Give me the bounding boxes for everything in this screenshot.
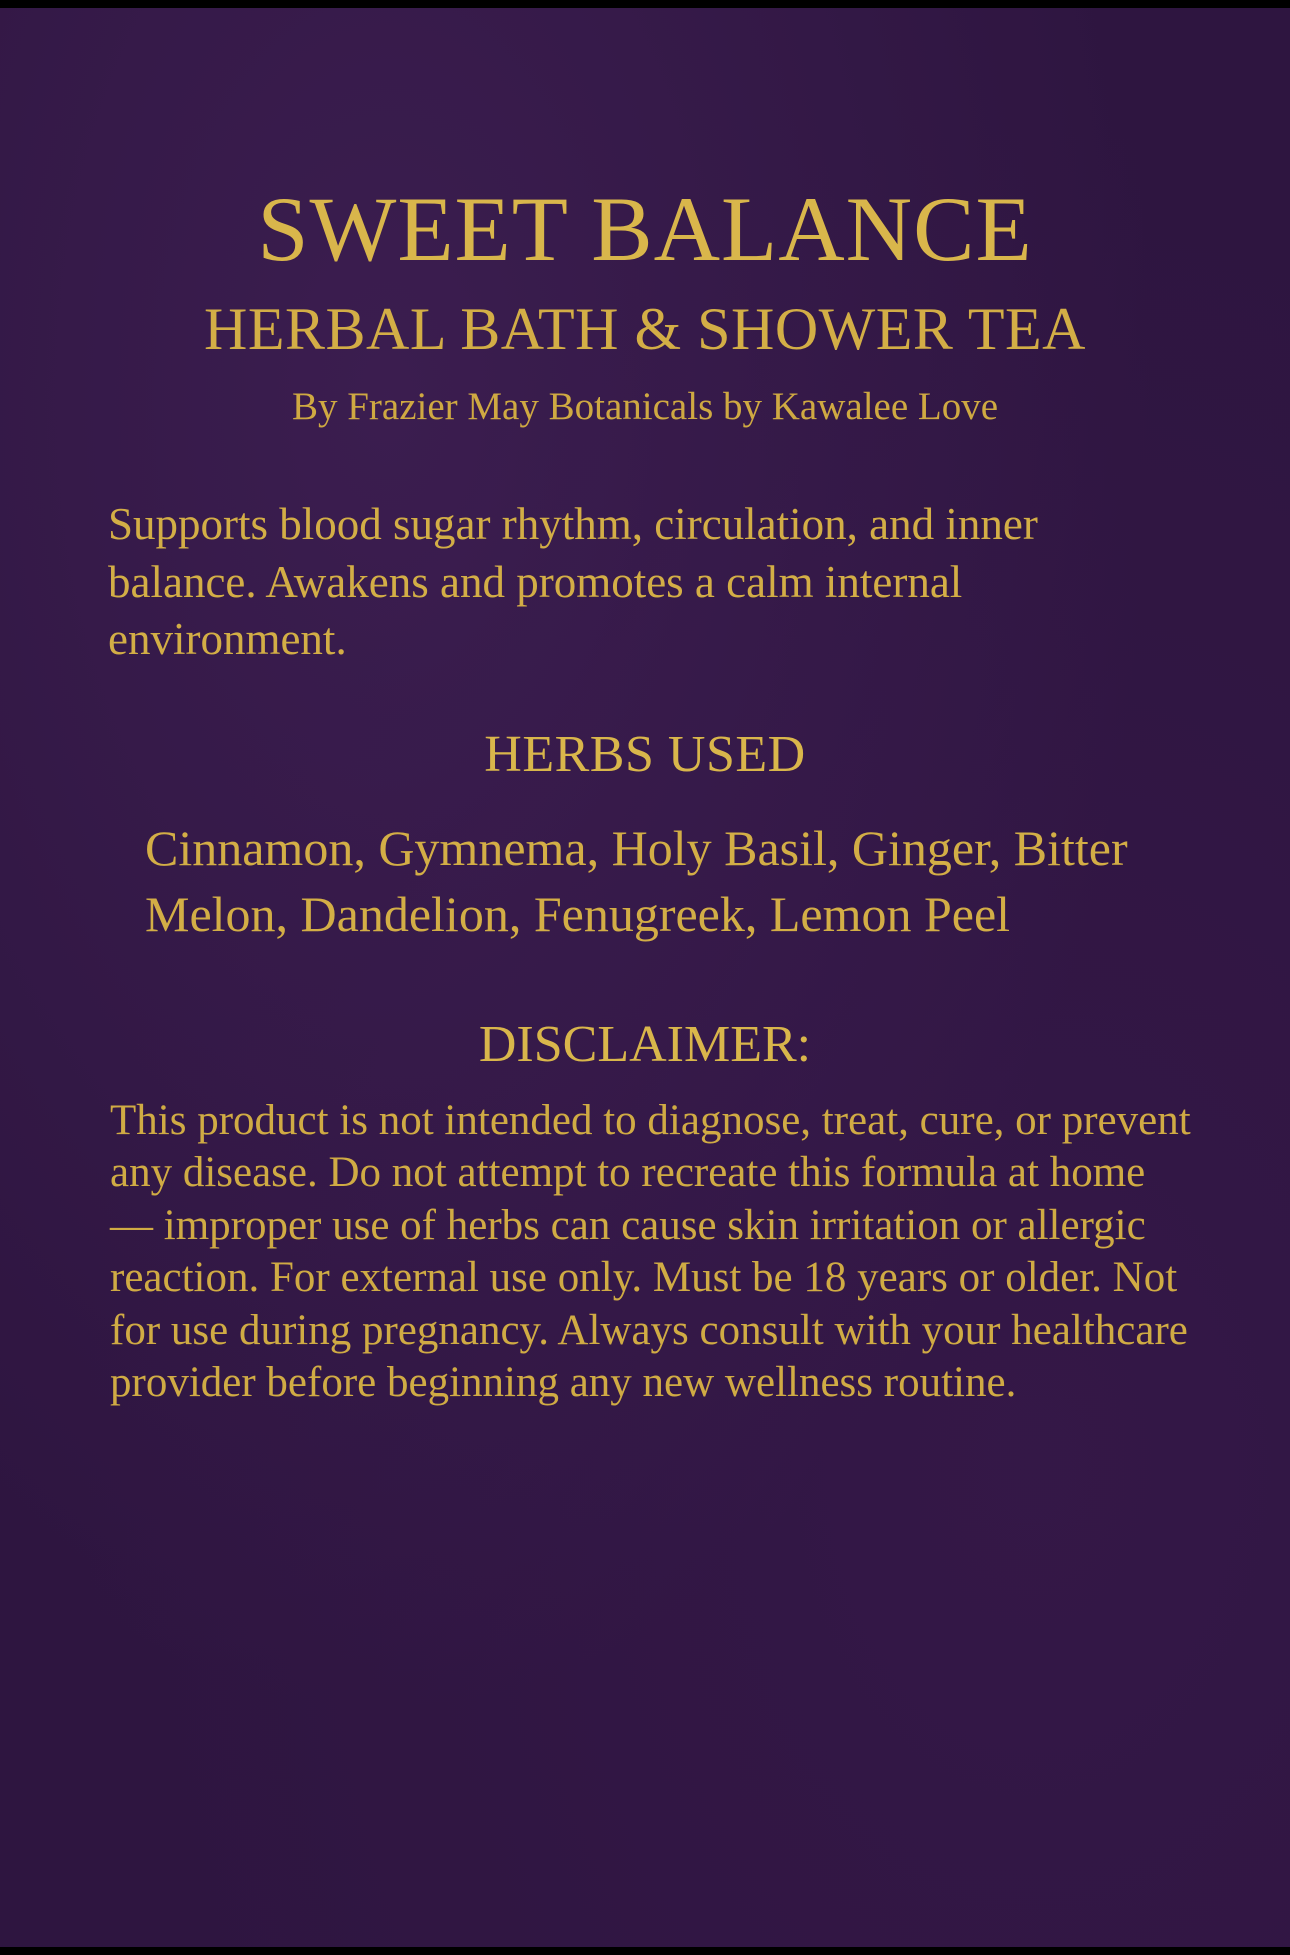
herbs-list: Cinnamon, Gymnema, Holy Basil, Ginger, Bitter Melon, Dandelion, Fenugreek, Lemon Peel — [145, 819, 1128, 942]
disclaimer-body: This product is not intended to diagnose, treat, cure, or prevent any disease. Do not attempt to recreate this formula at home — improper use of herbs can cause skin irritation or allergic reaction. For external use only. Must be 18 years or older. Not for use during pregnancy. Always consult with your healthcare provider before beginning any new wellness routine. — [110, 1096, 1191, 1407]
brand-byline: By Frazier May Botanicals by Kawalee Love — [291, 385, 999, 428]
disclaimer-heading: DISCLAIMER: — [478, 1015, 812, 1073]
product-description: Supports blood sugar rhythm, circulation, and inner balance. Awakens and promotes a calm internal environment. — [108, 499, 1038, 665]
product-subtitle: HERBAL BATH & SHOWER TEA — [204, 296, 1086, 362]
herbs-used-heading: HERBS USED — [484, 725, 806, 783]
product-label — [0, 8, 1290, 1947]
page-title: SWEET BALANCE — [257, 178, 1033, 280]
